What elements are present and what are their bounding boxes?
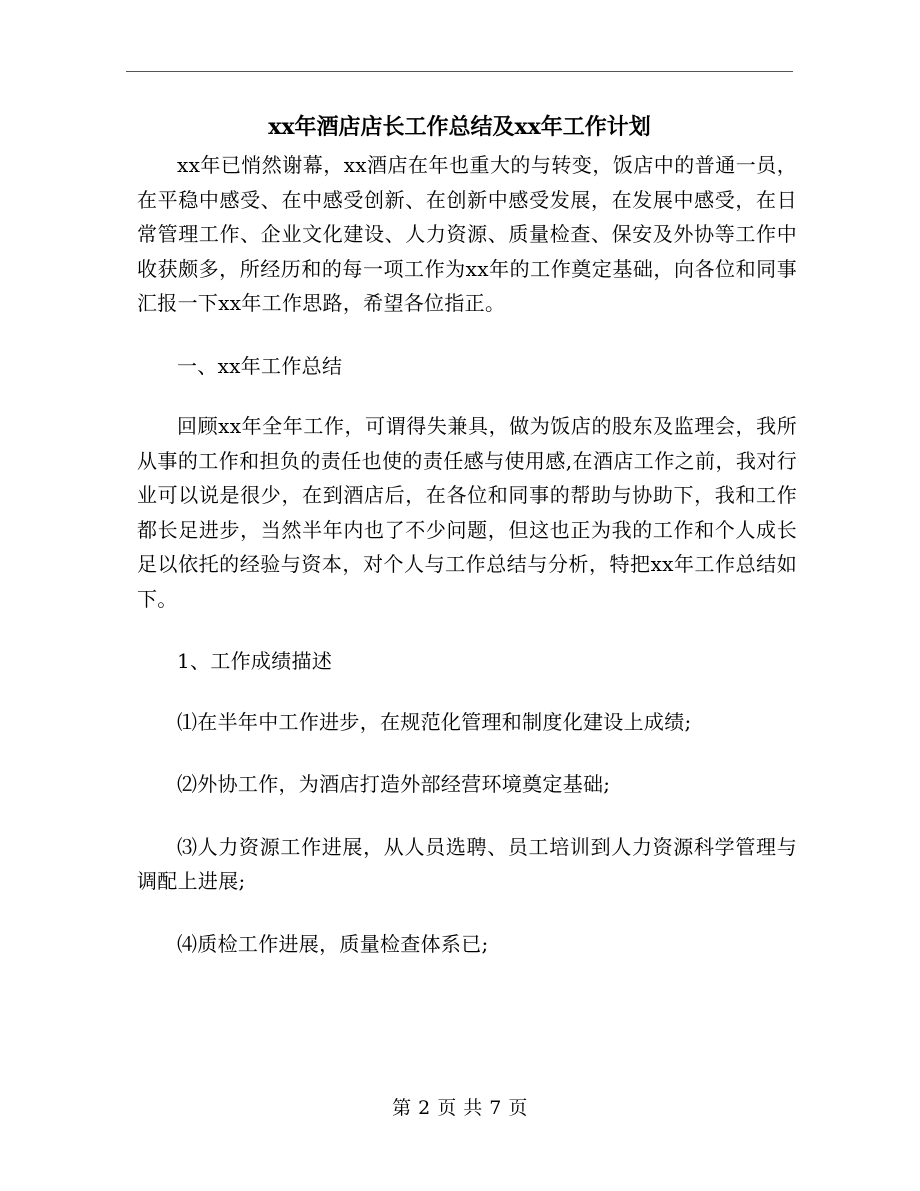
list-item-2: ⑵外协工作，为酒店打造外部经营环境奠定基础; <box>177 772 611 796</box>
header-rule <box>126 71 793 72</box>
list-item-3: ⑶人力资源工作进展，从人员选聘、员工培训到人力资源科学管理与调配上进展; <box>137 834 797 893</box>
page-number: 第 2 页 共 7 页 <box>392 1097 528 1119</box>
paragraph-intro: xx年已悄然谢幕，xx酒店在年也重大的与转变，饭店中的普通一员，在平稳中感受、在中感受创新、在创新中感受发展，在发展中感受，在日常管理工作、企业文化建设、人力资源、质量检查、保安及外协等工作中收获颇多，所经历和的每一项工作为xx年的工作奠定基础，向各位和同事汇报一下xx年工作思路，希望各位指正。 <box>137 153 797 315</box>
paragraph-review: 回顾xx年全年工作，可谓得失兼具，做为饭店的股东及监理会，我所从事的工作和担负的责任也使的责任感与使用感,在酒店工作之前，我对行业可以说是很少，在到酒店后，在各位和同事的帮助与协助下，我和工作都长足进步，当然半年内也了不少问题，但这也正为我的工作和个人成长足以依托的经验与资本，对个人与工作总结与分析，特把xx年工作总结如下。 <box>137 414 797 611</box>
document-body <box>137 148 797 989</box>
section-heading-summary: 一、xx年工作总结 <box>177 353 343 378</box>
list-item-1: ⑴在半年中工作进步，在规范化管理和制度化建设上成绩; <box>177 709 692 734</box>
document-title: xx年酒店店长工作总结及xx年工作计划 <box>268 114 651 140</box>
list-item-4: ⑷质检工作进展，质量检查体系已; <box>177 931 489 956</box>
subsection-heading-achievements: 1、工作成绩描述 <box>177 649 333 673</box>
